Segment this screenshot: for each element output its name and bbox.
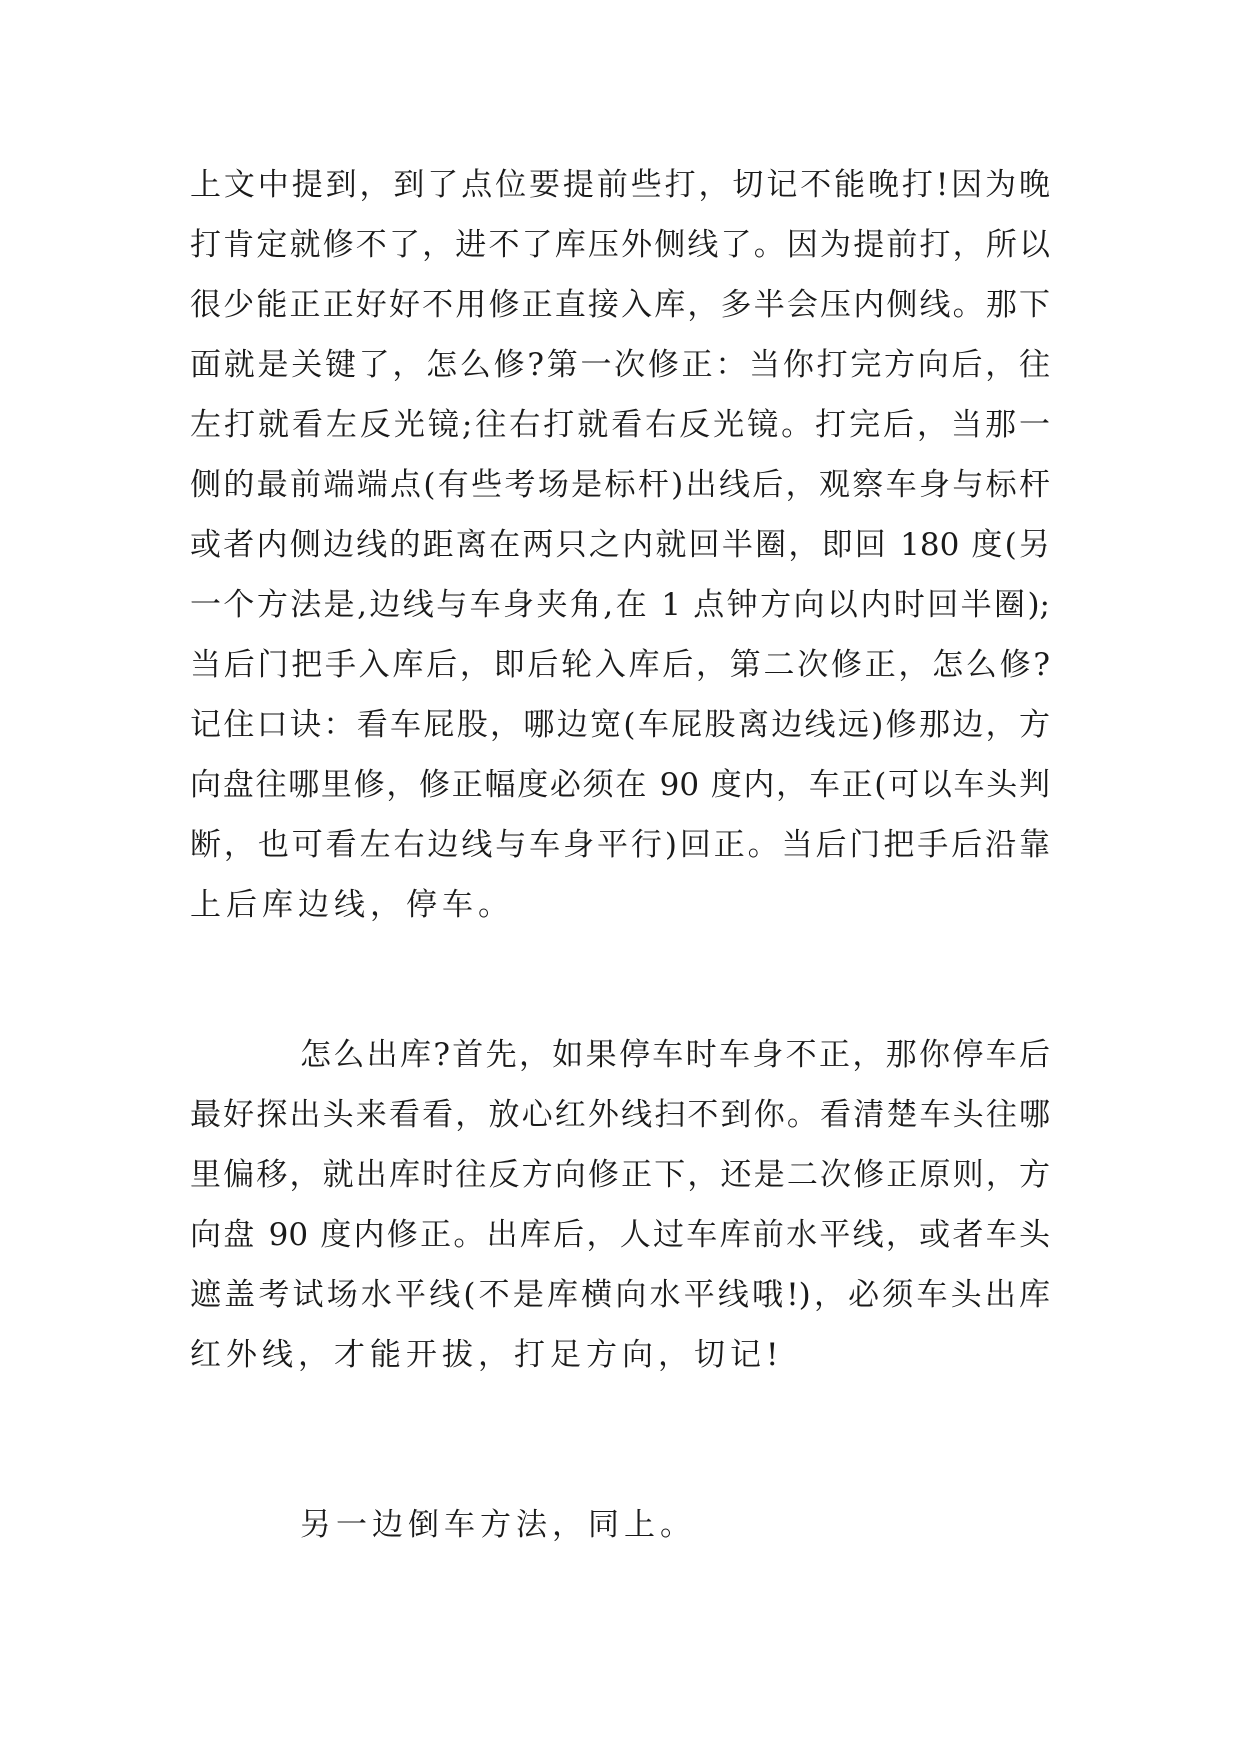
text-line: 怎么出库?首先，如果停车时车身不正，那你停车后 (300, 1037, 1050, 1073)
text-line: 侧的最前端端点(有些考场是标杆)出线后，观察车身与标杆 (190, 467, 1050, 503)
text-line: 打肯定就修不了，进不了库压外侧线了。因为提前打，所以 (190, 227, 1050, 263)
text-line: 上文中提到，到了点位要提前些打，切记不能晚打!因为晚 (190, 167, 1050, 203)
text-line: 当后门把手入库后，即后轮入库后，第二次修正，怎么修? (190, 647, 1050, 683)
text-line: 记住口诀：看车屁股，哪边宽(车屁股离边线远)修那边，方 (190, 707, 1050, 743)
paragraph-other-side (190, 1495, 1050, 1555)
text-line: 很少能正正好好不用修正直接入库，多半会压内侧线。那下 (190, 287, 1050, 323)
paragraph-exiting-garage (190, 1025, 1050, 1385)
text-line: 最好探出头来看看，放心红外线扫不到你。看清楚车头往哪 (190, 1097, 1050, 1133)
text-line: 一个方法是,边线与车身夹角,在 1 点钟方向以内时回半圈); (190, 587, 1050, 623)
text-line: 遮盖考试场水平线(不是库横向水平线哦!)，必须车头出库 (190, 1277, 1050, 1313)
paragraph-reversing-correction (190, 155, 1050, 935)
text-line: 向盘往哪里修，修正幅度必须在 90 度内，车正(可以车头判 (190, 767, 1050, 803)
text-line: 里偏移，就出库时往反方向修正下，还是二次修正原则，方 (190, 1157, 1050, 1193)
text-line: 面就是关键了，怎么修?第一次修正：当你打完方向后，往 (190, 347, 1050, 383)
text-line: 另一边倒车方法，同上。 (300, 1507, 696, 1543)
text-line: 或者内侧边线的距离在两只之内就回半圈，即回 180 度(另 (190, 527, 1050, 563)
text-line: 红外线，才能开拔，打足方向，切记! (190, 1337, 784, 1373)
text-line: 左打就看左反光镜;往右打就看右反光镜。打完后，当那一 (190, 407, 1050, 443)
text-line: 上后库边线，停车。 (190, 887, 514, 923)
text-line: 向盘 90 度内修正。出库后，人过车库前水平线，或者车头 (190, 1217, 1050, 1253)
text-line: 断，也可看左右边线与车身平行)回正。当后门把手后沿靠 (190, 827, 1050, 863)
